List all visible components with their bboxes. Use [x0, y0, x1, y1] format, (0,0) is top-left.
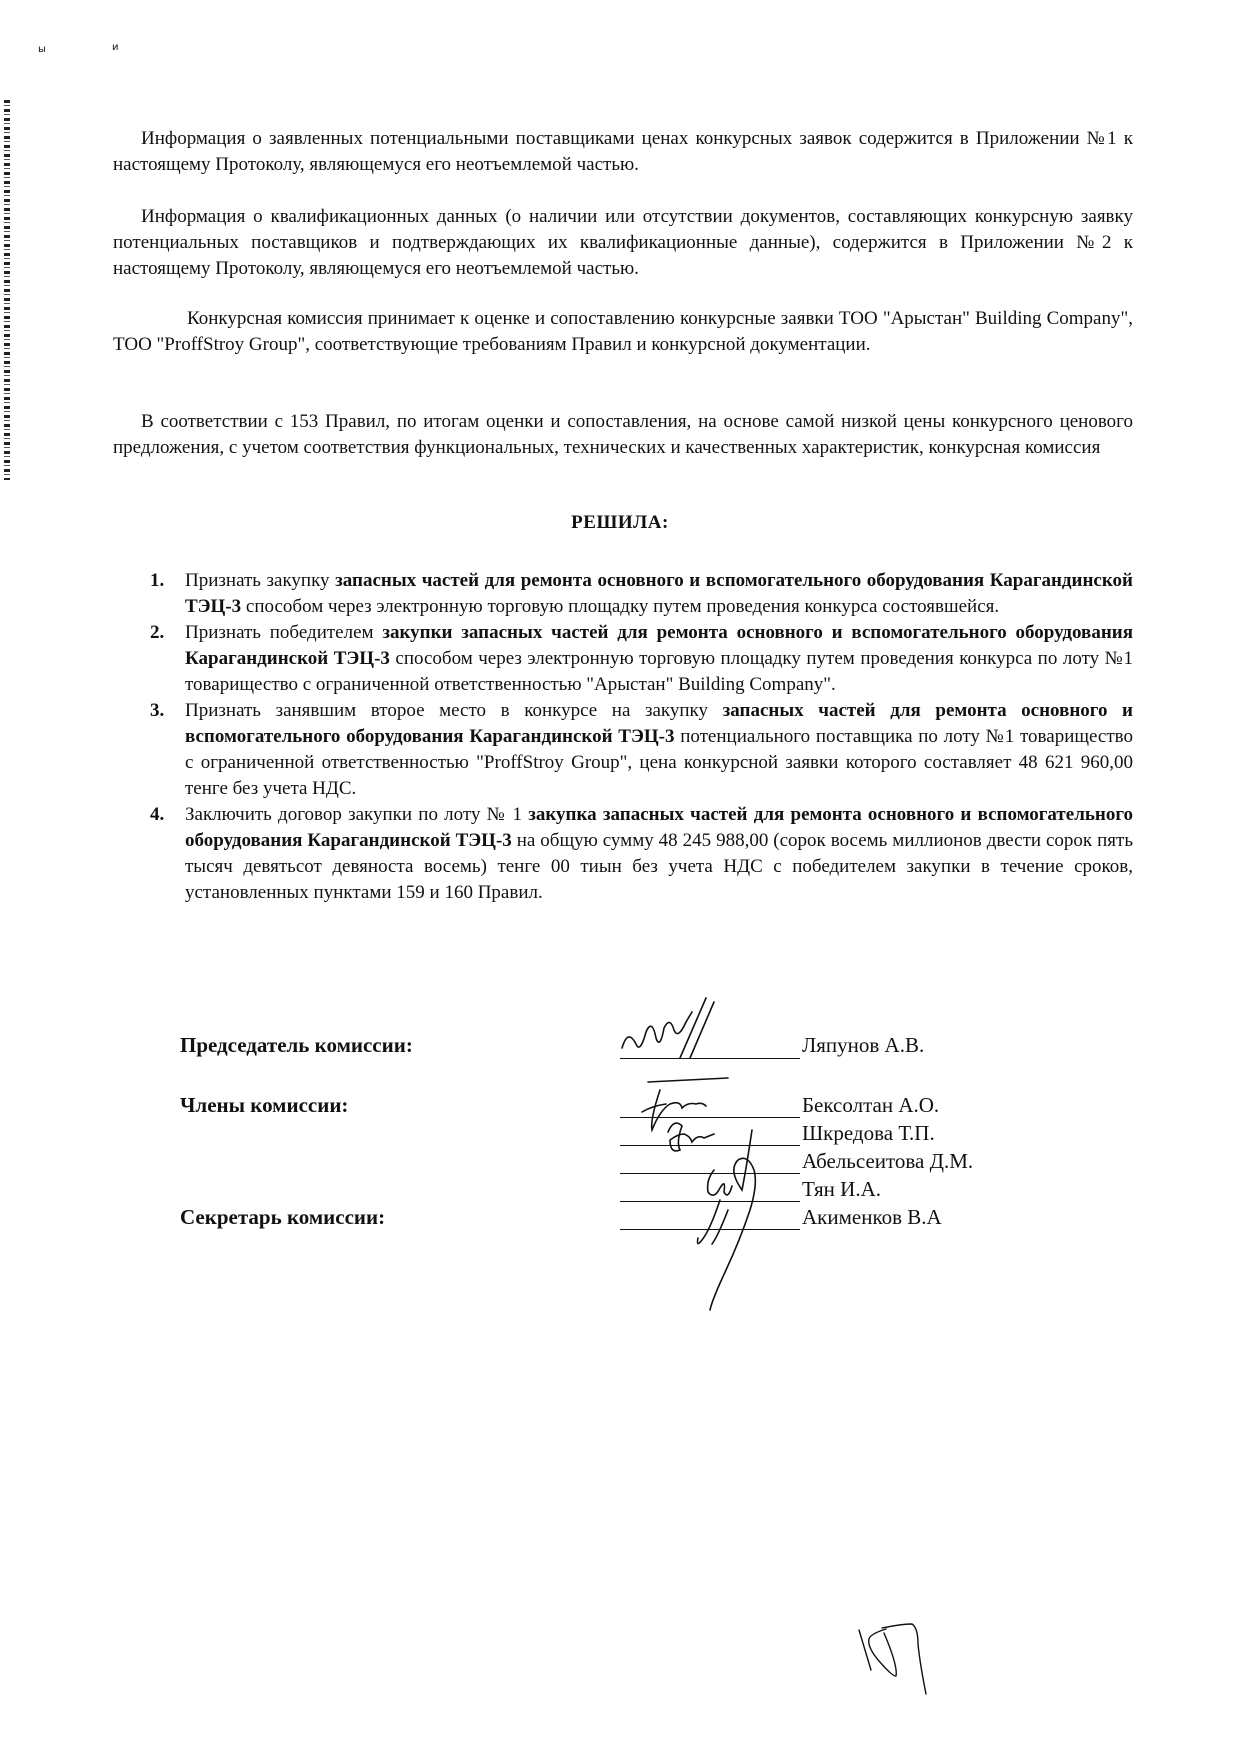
chairman-label: Председатель комиссии: — [180, 1033, 413, 1057]
initials-mark — [859, 1624, 926, 1694]
decision-bold-text: закупка запасных частей для ремонта основного и вспомогательного оборудования Карагандинской ТЭЦ-3 — [185, 804, 1134, 851]
chairman-name: Ляпунов А.В. — [802, 1033, 925, 1057]
decision-text: Признать занявшим второе место в конкурсе на закупку — [185, 700, 723, 721]
member-signature-4 — [708, 1170, 732, 1195]
decision-text: на общую сумму 48 245 988,00 (сорок восемь миллионов двести сорок пять тысяч девятьсот девяноста восемь) тенге 00 тиын без учета НДС с победителем закупки в течение сроков, установленных пунктами 159 и 160 Правил. — [185, 830, 1133, 903]
member-signature-1 — [642, 1078, 728, 1130]
chairman-signature — [622, 998, 714, 1058]
decision-text: потенциального поставщика по лоту №1 товарищество с ограниченной ответственностью "ProffStroy Group", цена конкурсной заявки которого составляет 48 621 960,00 тенге без учета НДС. — [185, 726, 1133, 799]
member-name: Шкредова Т.П. — [802, 1121, 935, 1145]
decision-text: способом через электронную торговую площадку путем проведения конкурса по лоту №1 товарищество с ограниченной ответственностью "Арыстан" Building Company". — [185, 648, 1133, 695]
secretary-signature — [698, 1200, 729, 1244]
members-label: Члены комиссии: — [180, 1093, 349, 1117]
decision-text: Признать победителем — [185, 622, 383, 643]
decision-bold-text: закупки запасных частей для ремонта основного и вспомогательного оборудования Карагандинской ТЭЦ-3 — [185, 622, 1133, 669]
secretary-name: Акименков В.А — [802, 1205, 942, 1229]
member-name: Тян И.А. — [802, 1177, 882, 1201]
decision-bold-text: запасных частей для ремонта основного и вспомогательного оборудования Карагандинской ТЭЦ-3 — [185, 700, 1133, 747]
member-signature-2 — [668, 1123, 714, 1151]
member-name: Абельсеитова Д.М. — [802, 1149, 974, 1173]
decision-text: Заключить договор закупки по лоту № 1 — [185, 804, 529, 825]
member-name: Бексолтан А.О. — [802, 1093, 940, 1117]
corner-mark: и — [112, 42, 119, 53]
decision-number: 1. — [150, 570, 165, 591]
secretary-label: Секретарь комиссии: — [180, 1205, 386, 1229]
paragraph-prices-info: Информация о заявленных потенциальными поставщиками ценах конкурсных заявок содержится в Приложении №1 к настоящему Протоколу, являющемуся его неотъемлемой частью. — [113, 128, 1133, 175]
member-signature-3 — [710, 1130, 755, 1310]
paragraph-accepted-bids: Конкурсная комиссия принимает к оценке и сопоставлению конкурсные заявки ТОО "Арыстан" Building Company", ТОО "ProffStroy Group", соответствующие требованиям Правил и конкурсной документации. — [113, 308, 1133, 355]
decision-number: 4. — [150, 804, 165, 825]
decision-number: 3. — [150, 700, 165, 721]
corner-mark: ы — [38, 44, 46, 55]
decision-heading: РЕШИЛА: — [571, 512, 669, 533]
decision-text: Признать закупку — [185, 570, 336, 591]
decision-text: способом через электронную торговую площадку путем проведения конкурса состоявшейся. — [241, 596, 1000, 617]
decision-bold-text: запасных частей для ремонта основного и вспомогательного оборудования Карагандинской ТЭЦ-3 — [185, 570, 1133, 617]
paragraph-evaluation: В соответствии с 153 Правил, по итогам оценки и сопоставления, на основе самой низкой цены конкурсного ценового предложения, с учетом соответствия функциональных, технических и качественных характеристик, конкурсная комиссия — [113, 411, 1133, 458]
decision-number: 2. — [150, 622, 165, 643]
paragraph-qualification-info: Информация о квалификационных данных (о наличии или отсутствии документов, составляющих конкурсную заявку потенциальных поставщиков и подтверждающих их квалификационные данные), содержится в Приложении №2 к настоящему Протоколу, являющемуся его неотъемлемой частью. — [113, 206, 1133, 279]
